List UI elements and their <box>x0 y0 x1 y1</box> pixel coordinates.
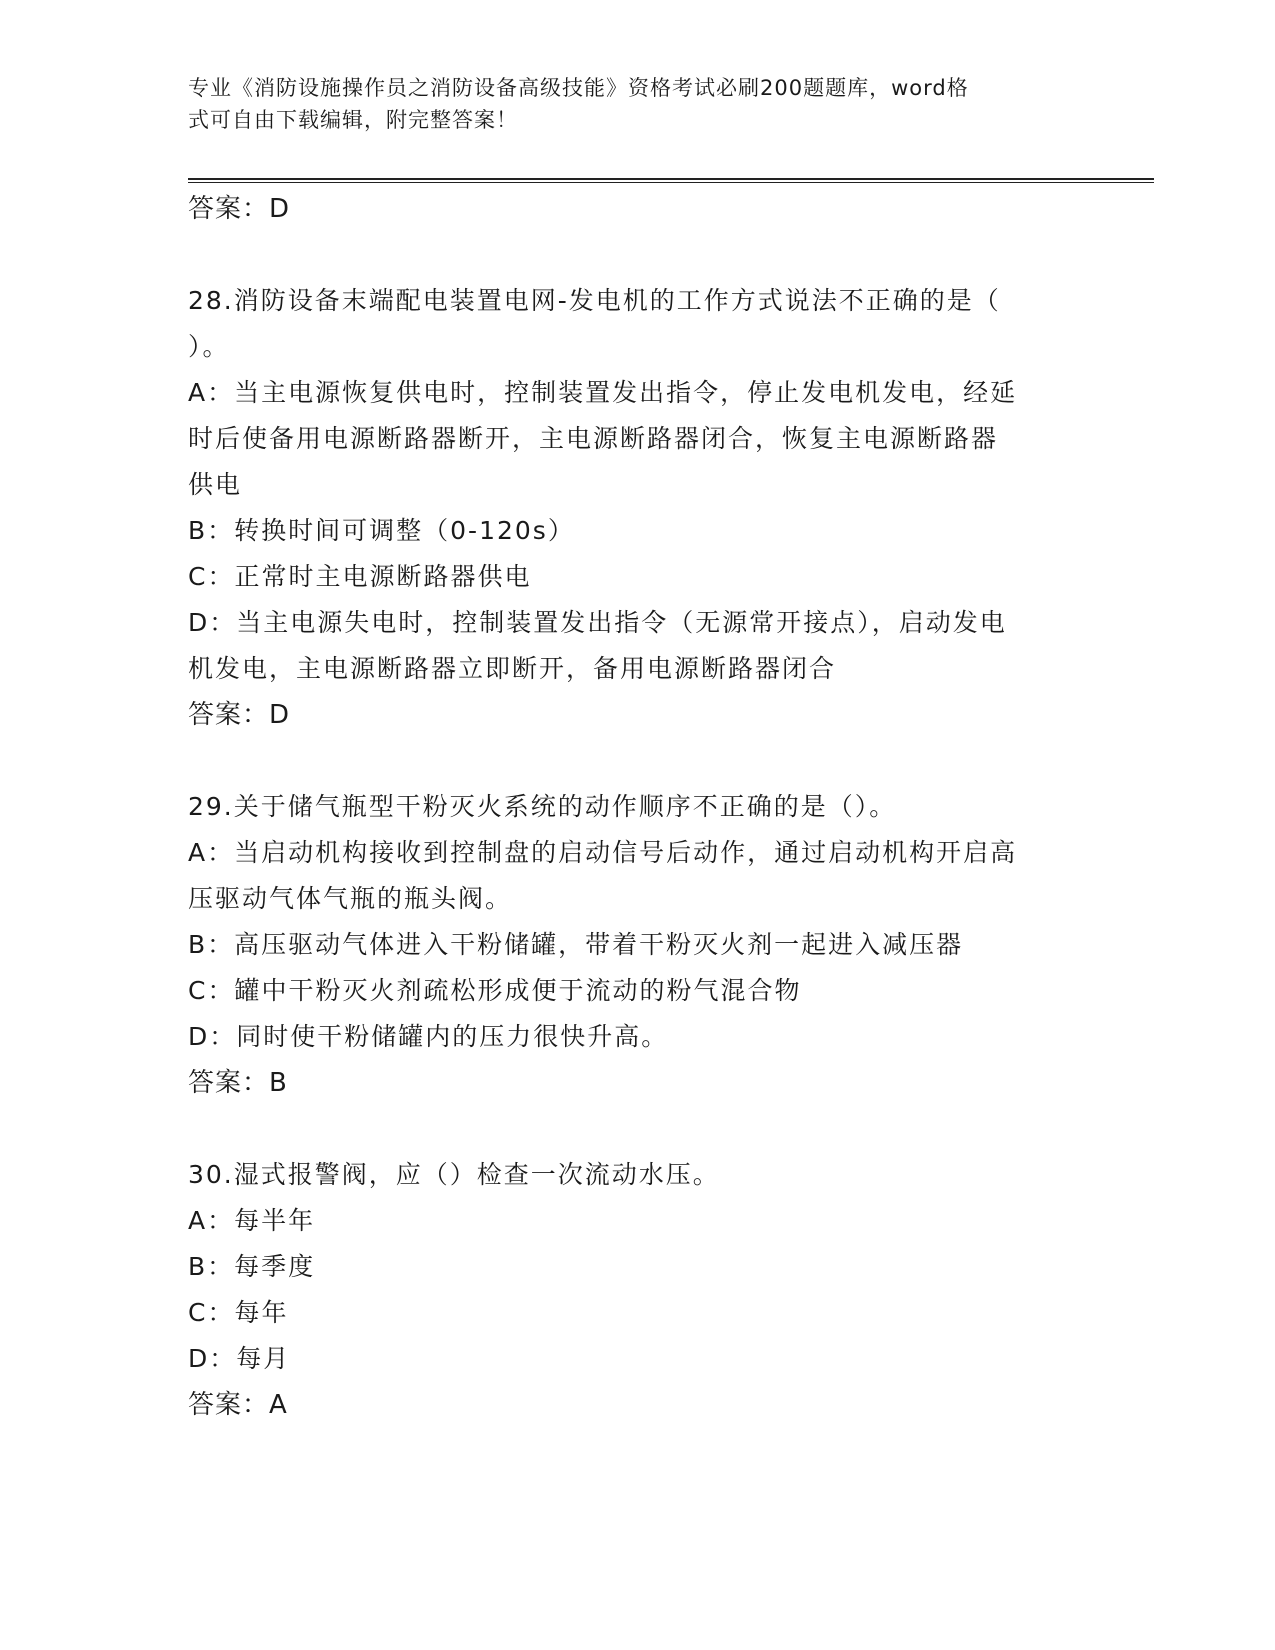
option-c: C：正常时主电源断路器供电 <box>188 562 532 591</box>
answer-line: 答案：B <box>188 1068 288 1098</box>
option-a-continued: 压驱动气体气瓶的瓶头阀。 <box>188 884 513 913</box>
question-stem: 30.湿式报警阀，应（）检查一次流动水压。 <box>188 1160 720 1189</box>
answer-line: 答案：D <box>188 194 291 224</box>
question-28 <box>188 278 1088 738</box>
header-divider <box>188 178 1154 183</box>
header-line-2: 式可自由下载编辑，附完整答案！ <box>188 108 518 132</box>
option-d-continued: 机发电，主电源断路器立即断开，备用电源断路器闭合 <box>188 654 837 683</box>
option-c: C：罐中干粉灭火剂疏松形成便于流动的粉气混合物 <box>188 976 802 1005</box>
spacer <box>188 232 1088 278</box>
question-content <box>188 186 1088 1428</box>
question-30 <box>188 1152 1088 1428</box>
option-b: B：高压驱动气体进入干粉储罐，带着干粉灭火剂一起进入减压器 <box>188 930 964 959</box>
answer-line: 答案：D <box>188 700 291 730</box>
spacer <box>188 738 1088 784</box>
option-a: A：每半年 <box>188 1206 316 1235</box>
option-d: D：每月 <box>188 1344 291 1373</box>
document-header <box>188 72 1068 136</box>
question-29 <box>188 784 1088 1106</box>
option-a-continued: 供电 <box>188 470 243 499</box>
option-d: D：当主电源失电时，控制装置发出指令（无源常开接点），启动发电 <box>188 608 1007 637</box>
option-b: B：每季度 <box>188 1252 316 1281</box>
question-stem: 29.关于储气瓶型干粉灭火系统的动作顺序不正确的是（）。 <box>188 792 897 821</box>
header-line-1: 专业《消防设施操作员之消防设备高级技能》资格考试必刷200题题库，word格 <box>188 76 969 100</box>
spacer <box>188 1106 1088 1152</box>
option-c: C：每年 <box>188 1298 289 1327</box>
question-stem: 28.消防设备末端配电装置电网-发电机的工作方式说法不正确的是（ <box>188 286 1001 315</box>
option-b: B：转换时间可调整（0-120s） <box>188 516 575 545</box>
answer-line: 答案：A <box>188 1390 288 1420</box>
option-a: A：当主电源恢复供电时，控制装置发出指令，停止发电机发电，经延 <box>188 378 1018 407</box>
option-a-continued: 时后使备用电源断路器断开，主电源断路器闭合，恢复主电源断路器 <box>188 424 999 453</box>
question-stem: ）。 <box>188 332 230 361</box>
option-a: A：当启动机构接收到控制盘的启动信号后动作，通过启动机构开启高 <box>188 838 1018 867</box>
option-d: D：同时使干粉储罐内的压力很快升高。 <box>188 1022 669 1051</box>
